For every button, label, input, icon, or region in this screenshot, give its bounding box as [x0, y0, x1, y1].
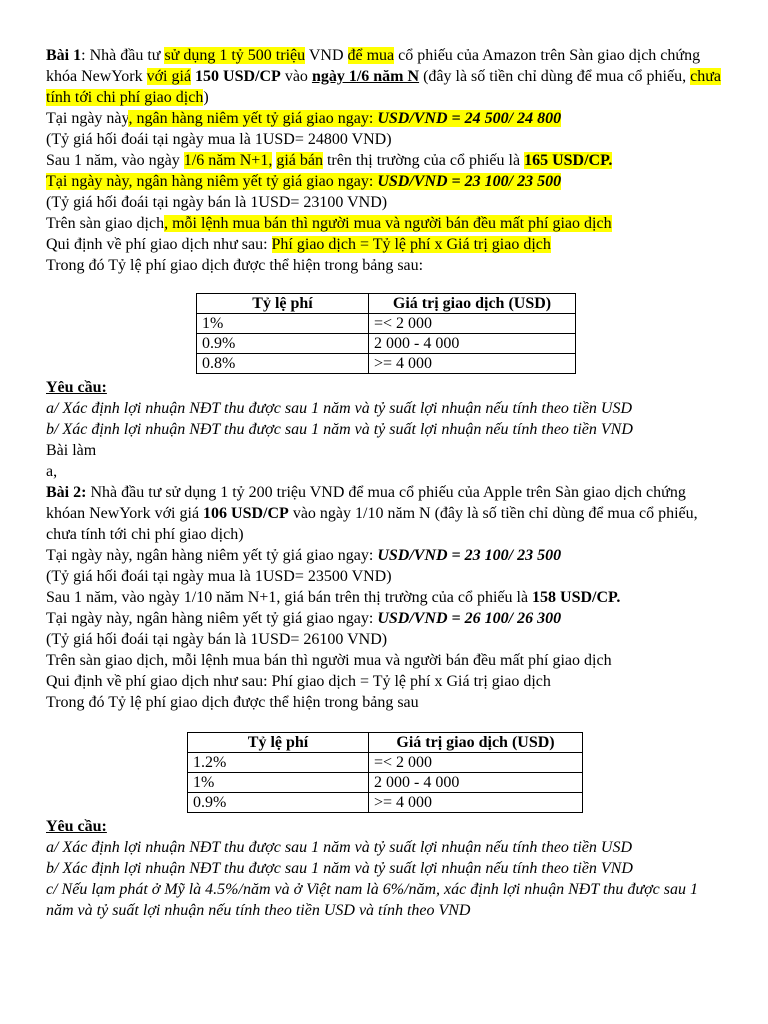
bai2-fee-line: Trên sàn giao dịch, mỗi lệnh mua bán thì người mua và người bán đều mất phí giao dịch [46, 652, 612, 669]
table-cell-value: >= 4 000 [369, 793, 583, 813]
table-row [188, 793, 583, 813]
table-row [197, 314, 576, 334]
bai1-buy-date: ngày 1/6 năm N [311, 68, 420, 85]
bai1-fee-table [196, 293, 576, 374]
table-header-value: Giá trị giao dịch (USD) [369, 733, 583, 753]
bai1-table-intro: Trong đó Tỷ lệ phí giao dịch được thể hiện trong bảng sau: [46, 257, 424, 274]
table-header-row [188, 733, 583, 753]
bai1-intro: Bài 1: Nhà đầu tư sử dụng 1 tỷ 500 triệu VND để mua cổ phiếu của Amazon trên Sàn giao dịch chứng khóa NewYork với giá 150 USD/CP vào ngày 1/6 năm N (đây là số tiền chỉ dùng để mua cổ phiếu, chưa tính tới chi phí giao dịch) [46, 47, 721, 106]
table-row [188, 753, 583, 773]
table-cell-value: 2 000 - 4 000 [369, 334, 576, 354]
table-cell-rate: 1.2% [188, 753, 369, 773]
table-cell-rate: 0.9% [188, 793, 369, 813]
bai1-sell-line: Sau 1 năm, vào ngày 1/6 năm N+1, giá bán trên thị trường của cổ phiếu là 165 USD/CP. [46, 152, 613, 169]
bai1-requirement-a: a/ Xác định lợi nhuận NĐT thu được sau 1 năm và tỷ suất lợi nhuận nếu tính theo tiền USD [46, 400, 633, 417]
bai1-buy-rate-line: Tại ngày này, ngân hàng niêm yết tỷ giá giao ngay: USD/VND = 24 500/ 24 800 [46, 110, 562, 127]
bai1-buy-rate: USD/VND = 24 500/ 24 800 [377, 110, 562, 127]
bai2-sell-rate: USD/VND = 26 100/ 26 300 [377, 610, 562, 627]
bai1-requirements-title: Yêu cầu: [46, 379, 107, 396]
table-row [188, 773, 583, 793]
bai1-sell-rate-line: Tại ngày này, ngân hàng niêm yết tỷ giá giao ngay: USD/VND = 23 100/ 23 500 [46, 173, 562, 190]
bai1-buy-rate-note: (Tỷ giá hối đoái tại ngày mua là 1USD= 24800 VND) [46, 131, 392, 148]
bai2-fee-rule: Qui định về phí giao dịch như sau: Phí giao dịch = Tỷ lệ phí x Giá trị giao dịch [46, 673, 551, 690]
bai1-work-a: a, [46, 463, 58, 480]
table-row [197, 354, 576, 374]
bai2-buy-rate-note: (Tỷ giá hối đoái tại ngày mua là 1USD= 23500 VND) [46, 568, 392, 585]
bai2-fee-table [187, 732, 583, 813]
table-cell-value: >= 4 000 [369, 354, 576, 374]
bai1-sell-rate-note: (Tỷ giá hối đoái tại ngày bán là 1USD= 23100 VND) [46, 194, 388, 211]
bai2-sell-line: Sau 1 năm, vào ngày 1/10 năm N+1, giá bán trên thị trường của cổ phiếu là 158 USD/CP. [46, 589, 621, 606]
table-cell-rate: 1% [188, 773, 369, 793]
table-header-value: Giá trị giao dịch (USD) [369, 294, 576, 314]
bai1-buy-price: 150 USD/CP [195, 68, 281, 85]
bai2-requirement-b: b/ Xác định lợi nhuận NĐT thu được sau 1 năm và tỷ suất lợi nhuận nếu tính theo tiền VND [46, 860, 633, 877]
bai1-work-heading: Bài làm [46, 442, 97, 459]
bai1-fee-rule: Qui định về phí giao dịch như sau: Phí giao dịch = Tỷ lệ phí x Giá trị giao dịch [46, 236, 551, 253]
bai2-sell-rate-note: (Tỷ giá hối đoái tại ngày bán là 1USD= 26100 VND) [46, 631, 388, 648]
table-header-rate: Tỷ lệ phí [188, 733, 369, 753]
document-body [46, 45, 726, 921]
bai1-title: Bài 1 [46, 47, 82, 64]
table-cell-value: =< 2 000 [369, 753, 583, 773]
bai1-sell-rate: USD/VND = 23 100/ 23 500 [377, 173, 562, 190]
bai2-requirements-title: Yêu cầu: [46, 818, 107, 835]
bai2-title: Bài 2: [46, 484, 87, 501]
bai2-requirement-a: a/ Xác định lợi nhuận NĐT thu được sau 1 năm và tỷ suất lợi nhuận nếu tính theo tiền USD [46, 839, 633, 856]
bai2-requirement-c: c/ Nếu lạm phát ở Mỹ là 4.5%/năm và ở Việt nam là 6%/năm, xác định lợi nhuận NĐT thu được sau 1 năm và tỷ suất lợi nhuận nếu tính theo tiền USD và tính theo VND [46, 881, 699, 919]
table-cell-rate: 1% [197, 314, 369, 334]
table-cell-rate: 0.9% [197, 334, 369, 354]
table-header-rate: Tỷ lệ phí [197, 294, 369, 314]
table-cell-rate: 0.8% [197, 354, 369, 374]
bai2-sell-rate-line: Tại ngày này, ngân hàng niêm yết tỷ giá giao ngay: USD/VND = 26 100/ 26 300 [46, 610, 562, 627]
bai2-intro: Bài 2: Nhà đầu tư sử dụng 1 tỷ 200 triệu VND để mua cổ phiếu của Apple trên Sàn giao dịch chứng khóan NewYork với giá 106 USD/CP vào ngày 1/10 năm N (đây là số tiền chỉ dùng để mua cổ phiếu, chưa tính tới chi phí giao dịch) [46, 484, 698, 543]
table-cell-value: =< 2 000 [369, 314, 576, 334]
bai1-sell-price: 165 USD/CP. [524, 152, 613, 169]
bai2-buy-rate: USD/VND = 23 100/ 23 500 [377, 547, 562, 564]
bai2-table-intro: Trong đó Tỷ lệ phí giao dịch được thể hiện trong bảng sau [46, 694, 419, 711]
table-header-row [197, 294, 576, 314]
table-cell-value: 2 000 - 4 000 [369, 773, 583, 793]
table-row [197, 334, 576, 354]
bai1-requirement-b: b/ Xác định lợi nhuận NĐT thu được sau 1 năm và tỷ suất lợi nhuận nếu tính theo tiền VND [46, 421, 633, 438]
bai2-sell-price: 158 USD/CP. [532, 589, 621, 606]
bai2-buy-rate-line: Tại ngày này, ngân hàng niêm yết tỷ giá giao ngay: USD/VND = 23 100/ 23 500 [46, 547, 562, 564]
bai1-fee-line: Trên sàn giao dịch, mỗi lệnh mua bán thì người mua và người bán đều mất phí giao dịch [46, 215, 612, 232]
bai2-buy-price: 106 USD/CP [203, 505, 289, 522]
